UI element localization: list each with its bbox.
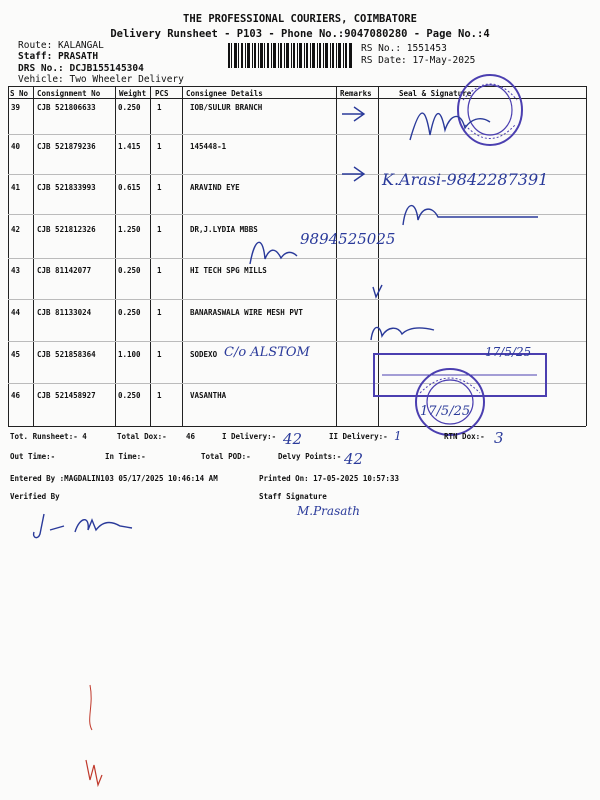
- company-title: THE PROFESSIONAL COURIERS, COIMBATORE: [183, 13, 417, 25]
- i-delivery-value: 42: [283, 430, 303, 448]
- row-sno: 43: [11, 266, 21, 275]
- row-consignee: HI TECH SPG MILLS: [190, 266, 267, 275]
- handwritten-recipient-phone: K.Arasi-9842287391: [382, 170, 549, 189]
- row-sno: 39: [11, 103, 21, 112]
- row-sno: 42: [11, 225, 21, 234]
- row-consignment-no: CJB 521806633: [37, 103, 96, 112]
- vehicle: Vehicle: Two Wheeler Delivery: [18, 74, 184, 85]
- arrow-mark-icon: [340, 105, 370, 125]
- row-consignee: SODEXO: [190, 350, 218, 359]
- row-consignee: VASANTHA: [190, 391, 227, 400]
- row-pcs: 1: [157, 103, 162, 112]
- ii-delivery-label: II Delivery:-: [329, 432, 388, 441]
- col-consignee: Consignee Details: [186, 89, 263, 98]
- total-dox-label: Total Dox:-: [117, 432, 167, 441]
- row-consignee: ARAVIND EYE: [190, 183, 240, 192]
- col-sno: S No: [10, 89, 29, 98]
- rs-number: RS No.: 1551453: [361, 43, 447, 54]
- row-consignment-no: CJB 81133024: [37, 308, 92, 317]
- total-dox-value: 46: [186, 432, 196, 441]
- handwritten-date: 17/5/25: [420, 404, 471, 419]
- row-pcs: 1: [157, 308, 162, 317]
- red-pen-mark: [80, 680, 120, 790]
- row-weight: 0.615: [118, 183, 141, 192]
- row-sno: 44: [11, 308, 21, 317]
- total-runsheet: Tot. Runsheet:- 4: [10, 432, 87, 441]
- row-weight: 0.250: [118, 266, 141, 275]
- out-time-label: Out Time:-: [10, 452, 56, 461]
- row-pcs: 1: [157, 350, 162, 359]
- row-sno: 46: [11, 391, 21, 400]
- row-sno: 41: [11, 183, 21, 192]
- printed-on: Printed On: 17-05-2025 10:57:33: [259, 474, 399, 483]
- row-pcs: 1: [157, 225, 162, 234]
- signature-scribble: [245, 234, 300, 270]
- runsheet-line: Delivery Runsheet - P103 - Phone No.:9047080280 - Page No.:4: [110, 28, 490, 40]
- col-seal-signature: Seal & Signature: [399, 89, 472, 98]
- drs-number: DRS No.: DCJB155145304: [18, 63, 144, 74]
- delvy-points-label: Delvy Points:-: [278, 452, 342, 461]
- row-weight: 1.415: [118, 142, 141, 151]
- row-pcs: 1: [157, 183, 162, 192]
- rtn-dox-value: 3: [494, 429, 504, 447]
- tick-mark: [370, 283, 386, 301]
- row-sno: 45: [11, 350, 21, 359]
- row-consignment-no: CJB 521858364: [37, 350, 96, 359]
- row-consignee: IOB/SULUR BRANCH: [190, 103, 263, 112]
- verified-by-label: Verified By: [10, 492, 60, 501]
- row-pcs: 1: [157, 391, 162, 400]
- row-consignment-no: CJB 521458927: [37, 391, 96, 400]
- ii-delivery-value: 1: [394, 429, 402, 443]
- row-weight: 0.250: [118, 103, 141, 112]
- row-consignment-no: CJB 521879236: [37, 142, 96, 151]
- row-pcs: 1: [157, 266, 162, 275]
- total-pod-label: Total POD:-: [201, 452, 251, 461]
- row-consignment-no: CJB 521833993: [37, 183, 96, 192]
- arrow-mark-icon: [340, 164, 370, 184]
- col-remarks: Remarks: [340, 89, 372, 98]
- row-weight: 0.250: [118, 308, 141, 317]
- col-pcs: PCS: [155, 89, 169, 98]
- row-weight: 1.100: [118, 350, 141, 359]
- staff: Staff: PRASATH: [18, 51, 99, 62]
- signature-scribble: [405, 100, 495, 145]
- delvy-points-value: 42: [344, 450, 364, 468]
- col-consignment: Consignment No: [37, 89, 101, 98]
- row-weight: 1.250: [118, 225, 141, 234]
- i-delivery-label: I Delivery:-: [222, 432, 277, 441]
- staff-signature-label: Staff Signature: [259, 492, 327, 501]
- row-consignee: 145448-1: [190, 142, 227, 151]
- staff-signature-value: M.Prasath: [297, 504, 360, 518]
- entered-by: Entered By :MAGDALIN103 05/17/2025 10:46:14 AM: [10, 474, 218, 483]
- row-sno: 40: [11, 142, 21, 151]
- row-pcs: 1: [157, 142, 162, 151]
- rtn-dox-label: RTN Dox:-: [444, 432, 485, 441]
- row-consignee: DR,J.LYDIA MBBS: [190, 225, 258, 234]
- col-weight: Weight: [119, 89, 147, 98]
- route: Route: KALANGAL: [18, 40, 104, 51]
- row-consignment-no: CJB 81142077: [37, 266, 92, 275]
- signature-scribble: [398, 195, 548, 233]
- handwritten-date: 17/5/25: [485, 345, 532, 359]
- row-weight: 0.250: [118, 391, 141, 400]
- in-time-label: In Time:-: [105, 452, 146, 461]
- signature-scribble: [368, 320, 438, 344]
- handwritten-care-of: C/o ALSTOM: [224, 345, 310, 360]
- barcode: [228, 43, 352, 68]
- row-consignee: BANARASWALA WIRE MESH PVT: [190, 308, 303, 317]
- handwritten-phone: 9894525025: [300, 230, 396, 248]
- rs-date: RS Date: 17-May-2025: [361, 55, 476, 66]
- verifier-signature: [30, 510, 140, 542]
- row-consignment-no: CJB 521812326: [37, 225, 96, 234]
